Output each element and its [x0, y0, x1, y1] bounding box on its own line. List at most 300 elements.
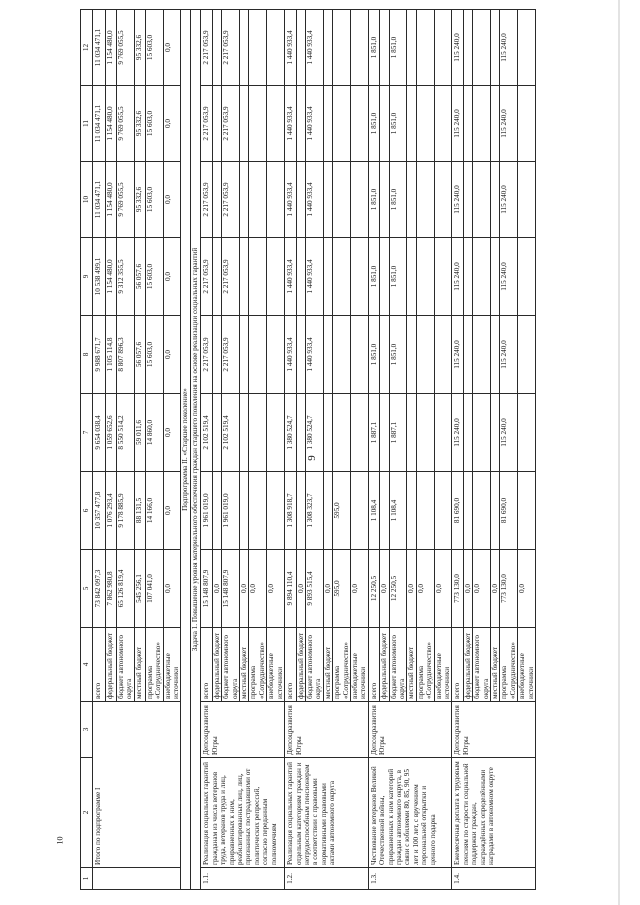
amount-cell	[350, 472, 368, 550]
amount-cell	[296, 238, 305, 316]
amount-cell	[249, 86, 267, 162]
amount-cell: 0,0	[350, 550, 368, 628]
amount-cell	[434, 238, 452, 316]
amount-cell: 9 893 515,4	[305, 550, 323, 628]
amount-cell	[491, 238, 500, 316]
funding-source: программа «Сотрудничество»	[333, 628, 351, 702]
footer-number: 10	[55, 836, 65, 845]
amount-cell	[463, 86, 472, 162]
amount-cell	[267, 162, 285, 238]
amount-cell	[463, 394, 472, 472]
funding-source: местный бюджет	[323, 628, 332, 702]
amount-cell: 2 217 053,9	[201, 316, 212, 394]
amount-cell	[350, 162, 368, 238]
amount-cell: 8 550 514,2	[117, 394, 135, 472]
subprogram-header-row	[181, 10, 191, 890]
amount-cell	[416, 316, 434, 394]
amount-cell: 15 603,0	[145, 86, 163, 162]
amount-cell	[267, 10, 285, 86]
amount-cell	[463, 316, 472, 394]
amount-cell	[407, 316, 416, 394]
amount-cell	[407, 86, 416, 162]
amount-cell: 1 154 480,0	[106, 162, 117, 238]
amount-cell: 11 034 471,1	[93, 86, 106, 162]
amount-cell: 15 603,0	[145, 10, 163, 86]
col-header: 1	[81, 868, 93, 890]
amount-cell	[296, 162, 305, 238]
amount-cell	[518, 10, 536, 86]
amount-cell: 95 332,6	[134, 10, 145, 86]
amount-cell	[473, 162, 491, 238]
amount-cell: 115 240,0	[500, 316, 518, 394]
amount-cell: 1 440 933,4	[305, 10, 323, 86]
amount-cell: 1 440 933,4	[305, 238, 323, 316]
amount-cell	[323, 472, 332, 550]
amount-cell: 0,0	[163, 238, 181, 316]
amount-cell: 595,0	[333, 550, 351, 628]
amount-cell: 9 769 055,5	[117, 86, 135, 162]
amount-cell	[212, 472, 221, 550]
funding-source: федеральный бюджет	[296, 628, 305, 702]
amount-cell	[416, 238, 434, 316]
col-header: 8	[81, 316, 93, 394]
total-number	[93, 868, 181, 890]
funding-source: внебюджетные источники	[267, 628, 285, 702]
amount-cell: 1 154 480,0	[106, 10, 117, 86]
amount-cell	[249, 238, 267, 316]
row-name: Реализация социальных гарантий отдельным категориям граждан и нетрудоспособным пенсионерам в соответствии с правовыми нормативными правовыми актами автономного округа	[285, 758, 369, 868]
task-header: Задача 1. Повышение уровня материального обеспечения граждан старшего поколения на основе реализации социальных гарантий	[191, 10, 201, 890]
row-executor: Депсоцразвития Югры	[285, 702, 369, 758]
amount-cell: 1 887,1	[368, 394, 379, 472]
amount-cell: 65 126 819,4	[117, 550, 135, 628]
amount-cell	[249, 472, 267, 550]
amount-cell	[240, 86, 249, 162]
funding-source: местный бюджет	[240, 628, 249, 702]
table-row	[368, 10, 379, 890]
amount-cell: 0,0	[249, 550, 267, 628]
amount-cell: 9 312 355,5	[117, 238, 135, 316]
amount-cell	[407, 162, 416, 238]
amount-cell: 0,0	[380, 550, 389, 628]
amount-cell: 12 250,5	[389, 550, 407, 628]
amount-cell: 1 851,0	[368, 10, 379, 86]
amount-cell: 1 851,0	[389, 162, 407, 238]
funding-source: программа «Сотрудничество»	[416, 628, 434, 702]
amount-cell: 0,0	[518, 550, 536, 628]
amount-cell: 0,0	[163, 10, 181, 86]
amount-cell	[323, 10, 332, 86]
page-number: 9	[305, 455, 318, 461]
amount-cell	[434, 316, 452, 394]
amount-cell: 115 240,0	[452, 10, 463, 86]
row-number: 1.2.	[285, 868, 369, 890]
amount-cell: 1 851,0	[368, 86, 379, 162]
funding-source: бюджет автономного округа	[473, 628, 491, 702]
funding-source: местный бюджет	[134, 628, 145, 702]
amount-cell	[296, 472, 305, 550]
table-row	[201, 10, 212, 890]
funding-source: бюджет автономного округа	[305, 628, 323, 702]
amount-cell	[518, 316, 536, 394]
amount-cell: 115 240,0	[500, 238, 518, 316]
amount-cell	[416, 86, 434, 162]
amount-cell: 15 603,0	[145, 316, 163, 394]
amount-cell	[267, 472, 285, 550]
amount-cell: 8 807 896,3	[117, 316, 135, 394]
amount-cell: 0,0	[323, 550, 332, 628]
amount-cell: 1 380 524,7	[285, 394, 296, 472]
total-label: Итого по подпрограмме I	[93, 702, 181, 868]
amount-cell: 0,0	[434, 550, 452, 628]
amount-cell: 0,0	[212, 550, 221, 628]
amount-cell: 10 357 477,8	[93, 472, 106, 550]
amount-cell: 2 217 053,9	[222, 162, 240, 238]
amount-cell	[380, 394, 389, 472]
col-header: 7	[81, 394, 93, 472]
amount-cell: 73 842 097,3	[93, 550, 106, 628]
funding-source: бюджет автономного округа	[389, 628, 407, 702]
amount-cell: 2 217 053,9	[222, 316, 240, 394]
amount-cell: 1 851,0	[389, 86, 407, 162]
col-header: 10	[81, 162, 93, 238]
amount-cell	[518, 238, 536, 316]
amount-cell: 81 690,0	[452, 472, 463, 550]
amount-cell	[333, 162, 351, 238]
funding-source: федеральный бюджет	[212, 628, 221, 702]
row-name: Реализация социальных гарантий гражданам из числа ветеранов труда, ветеранов труда и лиц, приравненных к ним, реабилитированных лиц, лиц, признанных пострадавшими от политических репрессий, согласно переданным полномочиям	[201, 758, 285, 868]
amount-cell	[434, 162, 452, 238]
amount-cell: 1 440 933,4	[285, 316, 296, 394]
amount-cell: 15 603,0	[145, 238, 163, 316]
amount-cell	[463, 162, 472, 238]
amount-cell	[350, 86, 368, 162]
amount-cell: 14 860,0	[145, 394, 163, 472]
amount-cell: 2 217 053,9	[222, 238, 240, 316]
amount-cell: 15 148 807,9	[201, 550, 212, 628]
amount-cell	[333, 86, 351, 162]
amount-cell: 9 178 885,9	[117, 472, 135, 550]
amount-cell	[212, 10, 221, 86]
amount-cell	[333, 394, 351, 472]
column-number-row	[81, 10, 93, 890]
amount-cell: 56 057,6	[134, 238, 145, 316]
rotated-table-wrapper	[80, 10, 610, 890]
amount-cell	[416, 10, 434, 86]
funding-source: федеральный бюджет	[106, 628, 117, 702]
amount-cell	[212, 162, 221, 238]
amount-cell	[416, 162, 434, 238]
amount-cell: 1 308 918,7	[285, 472, 296, 550]
amount-cell	[491, 316, 500, 394]
amount-cell	[350, 394, 368, 472]
amount-cell: 1 440 933,4	[285, 86, 296, 162]
amount-cell: 1 961 019,0	[222, 472, 240, 550]
funding-source: бюджет автономного округа	[222, 628, 240, 702]
amount-cell: 115 240,0	[452, 162, 463, 238]
amount-cell: 9 894 110,4	[285, 550, 296, 628]
amount-cell: 0,0	[240, 550, 249, 628]
amount-cell	[473, 316, 491, 394]
amount-cell: 2 102 519,4	[201, 394, 212, 472]
row-number: 1.3.	[368, 868, 452, 890]
amount-cell	[434, 394, 452, 472]
amount-cell	[212, 86, 221, 162]
amount-cell: 1 887,1	[389, 394, 407, 472]
amount-cell: 1 440 933,4	[305, 86, 323, 162]
amount-cell: 1 851,0	[389, 238, 407, 316]
amount-cell	[212, 394, 221, 472]
amount-cell: 0,0	[163, 394, 181, 472]
amount-cell	[296, 86, 305, 162]
amount-cell	[240, 162, 249, 238]
amount-cell: 115 240,0	[452, 86, 463, 162]
amount-cell: 0,0	[473, 550, 491, 628]
amount-cell	[473, 238, 491, 316]
amount-cell: 2 217 053,9	[222, 10, 240, 86]
amount-cell	[434, 10, 452, 86]
amount-cell	[240, 238, 249, 316]
amount-cell	[380, 10, 389, 86]
amount-cell	[296, 10, 305, 86]
amount-cell: 0,0	[491, 550, 500, 628]
amount-cell	[296, 394, 305, 472]
amount-cell: 1 308 323,7	[305, 472, 323, 550]
amount-cell: 1 851,0	[368, 238, 379, 316]
amount-cell	[473, 10, 491, 86]
funding-source: местный бюджет	[407, 628, 416, 702]
amount-cell: 1 076 293,4	[106, 472, 117, 550]
table-row	[285, 10, 296, 890]
amount-cell: 88 131,5	[134, 472, 145, 550]
amount-cell: 1 440 933,4	[285, 162, 296, 238]
amount-cell: 107 041,0	[145, 550, 163, 628]
amount-cell: 115 240,0	[500, 394, 518, 472]
amount-cell: 2 102 519,4	[222, 394, 240, 472]
amount-cell: 0,0	[163, 316, 181, 394]
amount-cell	[473, 394, 491, 472]
amount-cell	[518, 394, 536, 472]
row-number: 1.1.	[201, 868, 285, 890]
amount-cell	[518, 162, 536, 238]
amount-cell	[407, 472, 416, 550]
amount-cell: 9 769 055,5	[117, 162, 135, 238]
amount-cell: 59 011,6	[134, 394, 145, 472]
amount-cell: 7 862 980,8	[106, 550, 117, 628]
amount-cell	[463, 238, 472, 316]
funding-source: внебюджетные источники	[518, 628, 536, 702]
funding-source: всего	[93, 628, 106, 702]
amount-cell	[463, 10, 472, 86]
amount-cell: 115 240,0	[500, 10, 518, 86]
amount-cell	[491, 10, 500, 86]
amount-cell: 2 217 053,9	[201, 86, 212, 162]
amount-cell	[380, 316, 389, 394]
amount-cell	[249, 162, 267, 238]
amount-cell	[267, 86, 285, 162]
amount-cell: 1 108,4	[389, 472, 407, 550]
amount-cell: 115 240,0	[452, 394, 463, 472]
amount-cell	[407, 238, 416, 316]
col-header: 3	[81, 702, 93, 758]
amount-cell	[380, 162, 389, 238]
amount-cell: 56 057,6	[134, 316, 145, 394]
amount-cell: 1 851,0	[368, 162, 379, 238]
task-header-row	[191, 10, 201, 890]
amount-cell	[267, 394, 285, 472]
amount-cell	[380, 86, 389, 162]
col-header: 9	[81, 238, 93, 316]
amount-cell	[491, 86, 500, 162]
amount-cell	[491, 394, 500, 472]
amount-cell: 115 240,0	[452, 316, 463, 394]
funding-source: местный бюджет	[491, 628, 500, 702]
amount-cell: 1 105 114,8	[106, 316, 117, 394]
amount-cell: 14 166,0	[145, 472, 163, 550]
amount-cell: 0,0	[267, 550, 285, 628]
amount-cell	[240, 394, 249, 472]
amount-cell	[333, 238, 351, 316]
funding-source: программа «Сотрудничество»	[249, 628, 267, 702]
col-header: 5	[81, 550, 93, 628]
funding-table	[80, 9, 536, 890]
amount-cell	[240, 472, 249, 550]
amount-cell: 12 250,5	[368, 550, 379, 628]
amount-cell	[473, 472, 491, 550]
funding-source: всего	[201, 628, 212, 702]
amount-cell: 1 851,0	[368, 316, 379, 394]
amount-cell	[463, 472, 472, 550]
amount-cell: 1 961 019,0	[201, 472, 212, 550]
amount-cell: 0,0	[416, 550, 434, 628]
row-name: Ежемесячная доплата к трудовым пенсиям по старости социальной поддержки граждан, награждённых определёнными наградами в автономном округе	[452, 758, 536, 868]
amount-cell: 9 988 671,7	[93, 316, 106, 394]
amount-cell: 545 256,1	[134, 550, 145, 628]
amount-cell	[296, 316, 305, 394]
amount-cell	[416, 394, 434, 472]
amount-cell: 9 769 055,5	[117, 10, 135, 86]
amount-cell: 1 154 480,0	[106, 238, 117, 316]
col-header: 12	[81, 10, 93, 86]
amount-cell	[323, 316, 332, 394]
amount-cell	[267, 316, 285, 394]
amount-cell: 1 440 933,4	[285, 238, 296, 316]
amount-cell	[380, 238, 389, 316]
amount-cell	[518, 472, 536, 550]
amount-cell: 0,0	[296, 550, 305, 628]
funding-source: программа «Сотрудничество»	[145, 628, 163, 702]
amount-cell: 15 148 807,9	[222, 550, 240, 628]
amount-cell: 1 440 933,4	[305, 162, 323, 238]
amount-cell: 2 217 053,9	[201, 10, 212, 86]
amount-cell	[240, 316, 249, 394]
table-row	[452, 10, 463, 890]
funding-source: внебюджетные источники	[434, 628, 452, 702]
amount-cell	[491, 472, 500, 550]
amount-cell: 2 217 053,9	[201, 162, 212, 238]
amount-cell	[323, 86, 332, 162]
amount-cell: 595,0	[333, 472, 351, 550]
amount-cell	[249, 10, 267, 86]
funding-source: программа «Сотрудничество»	[500, 628, 518, 702]
amount-cell	[323, 238, 332, 316]
amount-cell	[407, 10, 416, 86]
amount-cell: 1 380 524,7	[305, 394, 323, 472]
funding-source: внебюджетные источники	[163, 628, 181, 702]
amount-cell	[491, 162, 500, 238]
amount-cell	[350, 238, 368, 316]
amount-cell	[350, 316, 368, 394]
amount-cell	[434, 472, 452, 550]
row-name: Чествование ветеранов Великой Отечественной войны, приравненных к ним категорий граждан автономного округа, в связи с юбилеями 80, 85, 90, 95 лет и 100 лет, с вручением персональной открытки и ценного подарка	[368, 758, 452, 868]
row-executor: Депсоцразвития Югры	[452, 702, 536, 758]
amount-cell	[323, 162, 332, 238]
amount-cell: 1 851,0	[389, 10, 407, 86]
amount-cell	[249, 316, 267, 394]
amount-cell: 1 108,4	[368, 472, 379, 550]
amount-cell: 773 130,0	[500, 550, 518, 628]
amount-cell: 9 654 038,4	[93, 394, 106, 472]
amount-cell: 773 130,0	[452, 550, 463, 628]
amount-cell	[380, 472, 389, 550]
amount-cell	[333, 316, 351, 394]
amount-cell: 0,0	[463, 550, 472, 628]
total-row	[93, 10, 106, 890]
amount-cell: 11 034 471,1	[93, 162, 106, 238]
row-executor: Депсоцразвития Югры	[201, 702, 285, 758]
amount-cell	[267, 238, 285, 316]
amount-cell: 0,0	[163, 86, 181, 162]
amount-cell	[473, 86, 491, 162]
amount-cell: 1 059 652,6	[106, 394, 117, 472]
amount-cell: 0,0	[407, 550, 416, 628]
amount-cell: 2 217 053,9	[222, 86, 240, 162]
amount-cell: 0,0	[163, 472, 181, 550]
col-header: 11	[81, 86, 93, 162]
funding-source: федеральный бюджет	[380, 628, 389, 702]
amount-cell: 81 690,0	[500, 472, 518, 550]
subprogram-header: Подпрограмма II. «Старшее поколение»	[181, 10, 191, 890]
col-header: 6	[81, 472, 93, 550]
funding-source: бюджет автономного округа	[117, 628, 135, 702]
funding-source: всего	[285, 628, 296, 702]
funding-source: всего	[368, 628, 379, 702]
amount-cell	[350, 10, 368, 86]
col-header: 4	[81, 628, 93, 702]
amount-cell	[249, 394, 267, 472]
amount-cell: 95 332,6	[134, 162, 145, 238]
row-executor: Депсоцразвития Югры	[368, 702, 452, 758]
amount-cell: 2 217 053,9	[201, 238, 212, 316]
amount-cell	[407, 394, 416, 472]
amount-cell: 115 240,0	[500, 86, 518, 162]
funding-source: федеральный бюджет	[463, 628, 472, 702]
amount-cell: 95 332,6	[134, 86, 145, 162]
table-body	[93, 10, 536, 890]
amount-cell	[333, 10, 351, 86]
amount-cell: 1 851,0	[389, 316, 407, 394]
amount-cell	[434, 86, 452, 162]
amount-cell	[212, 238, 221, 316]
amount-cell: 11 034 471,1	[93, 10, 106, 86]
amount-cell	[240, 10, 249, 86]
funding-source: всего	[452, 628, 463, 702]
amount-cell: 15 603,0	[145, 162, 163, 238]
amount-cell: 0,0	[163, 550, 181, 628]
amount-cell	[323, 394, 332, 472]
amount-cell	[416, 472, 434, 550]
amount-cell: 115 240,0	[452, 238, 463, 316]
